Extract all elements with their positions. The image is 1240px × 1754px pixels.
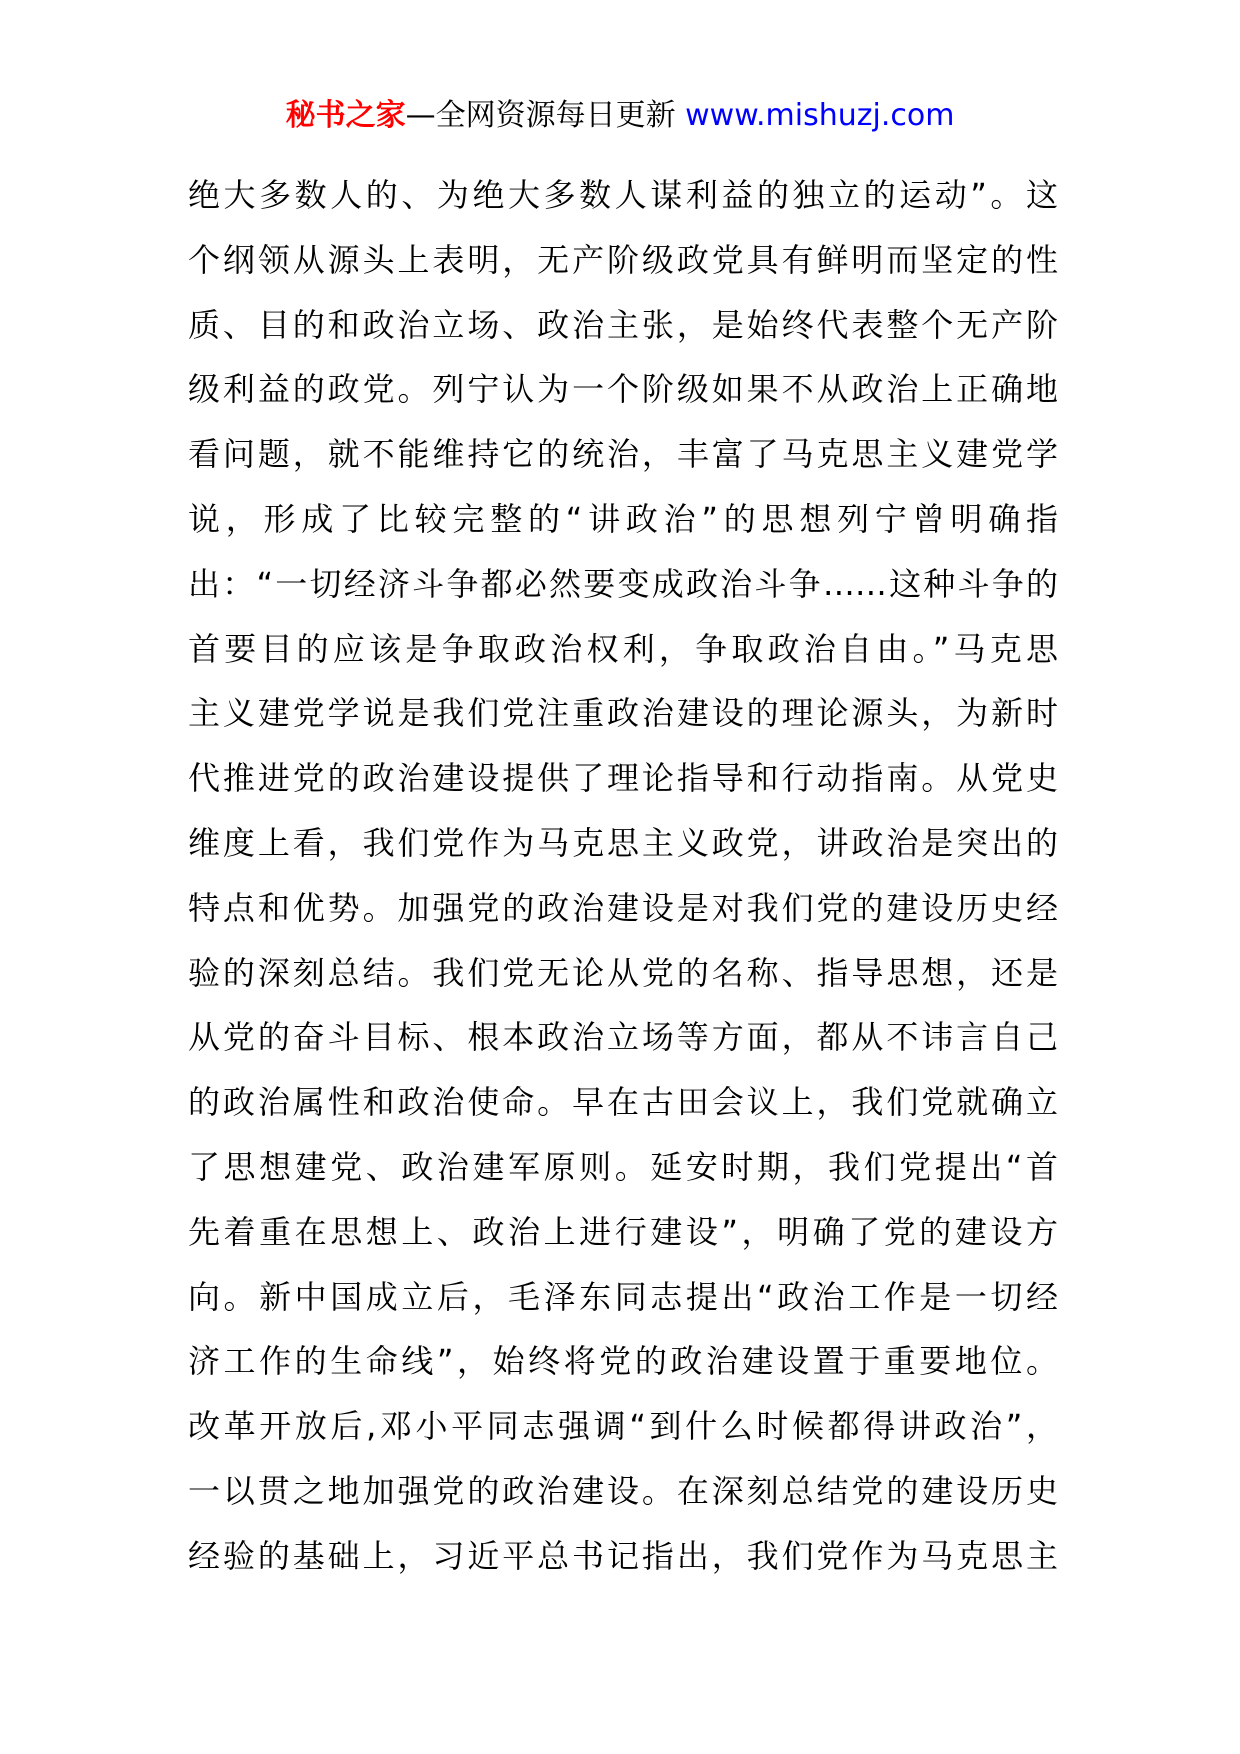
text-line: 级利益的政党。列宁认为一个阶级如果不从政治上正确地	[188, 370, 1058, 409]
text-line: 绝大多数人的、为绝大多数人谋利益的独立的运动”。这	[188, 176, 1058, 214]
text-line: 代推进党的政治建设提供了理论指导和行动指南。从党史	[188, 759, 1058, 798]
text-line: 个纲领从源头上表明，无产阶级政党具有鲜明而坚定的性	[188, 240, 1058, 279]
text-line: 经验的基础上，习近平总书记指出，我们党作为马克思主	[188, 1536, 1058, 1575]
site-brand: 秘书之家	[285, 98, 406, 133]
site-url-link[interactable]: www.mishuzj.com	[685, 98, 955, 133]
text-line: 主义建党学说是我们党注重政治建设的理论源头，为新时	[188, 694, 1058, 733]
text-line: 的政治属性和政治使命。早在古田会议上，我们党就确立	[188, 1083, 1058, 1122]
text-line: 改革开放后,邓小平同志强调“到什么时候都得讲政治”，	[188, 1407, 1058, 1446]
text-line: 向。新中国成立后，毛泽东同志提出“政治工作是一切经	[188, 1277, 1058, 1316]
text-line: 先着重在思想上、政治上进行建设”，明确了党的建设方	[188, 1212, 1058, 1251]
text-line: 看问题，就不能维持它的统治，丰富了马克思主义建党学	[188, 435, 1058, 474]
text-line: 出：“一切经济斗争都必然要变成政治斗争……这种斗争的	[188, 564, 1058, 603]
text-line: 首要目的应该是争取政治权利，争取政治自由。”马克思	[188, 629, 1058, 668]
document-body	[188, 163, 1058, 1589]
text-line: 从党的奋斗目标、根本政治立场等方面，都从不讳言自己	[188, 1018, 1058, 1057]
text-line: 验的深刻总结。我们党无论从党的名称、指导思想，还是	[188, 953, 1058, 992]
page-header	[0, 96, 1240, 136]
text-line: 维度上看，我们党作为马克思主义政党，讲政治是突出的	[188, 823, 1058, 862]
text-line: 了思想建党、政治建军原则。延安时期，我们党提出“首	[188, 1147, 1058, 1186]
text-line: 一以贯之地加强党的政治建设。在深刻总结党的建设历史	[188, 1471, 1058, 1510]
text-line: 特点和优势。加强党的政治建设是对我们党的建设历史经	[188, 888, 1058, 927]
site-tagline: —全网资源每日更新	[405, 98, 686, 133]
text-line: 说，形成了比较完整的“讲政治”的思想列宁曾明确指	[188, 499, 1058, 538]
text-line: 济工作的生命线”，始终将党的政治建设置于重要地位。	[188, 1342, 1058, 1381]
text-line: 质、目的和政治立场、政治主张，是始终代表整个无产阶	[188, 305, 1058, 344]
